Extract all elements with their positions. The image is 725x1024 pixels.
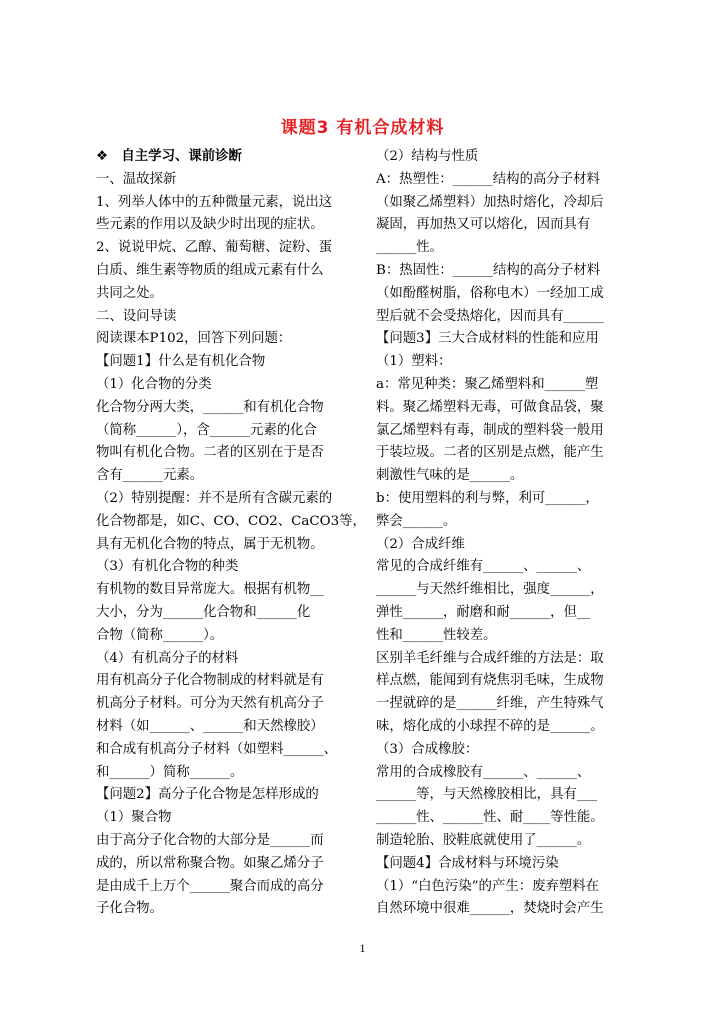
text-line: （3）有机化合物的种类 <box>96 559 239 575</box>
text-line: 味，熔化成的小球捏不碎的是______。 <box>376 718 604 734</box>
text-line: b：使用塑料的利与弊，利可______， <box>376 490 599 506</box>
text-line: （4）有机高分子的材料 <box>96 650 239 666</box>
text-line: 合物（简称______）。 <box>96 627 224 643</box>
text-line: 弹性______，耐磨和耐______，但__ <box>376 604 591 620</box>
text-line: 【问题3】三大合成材料的性能和应用 <box>376 331 599 347</box>
text-line: a：常见种类：聚乙烯塑料和______塑 <box>376 376 599 392</box>
text-line: 一捏就碎的是______纤维，产生特殊气 <box>376 696 604 712</box>
text-line: 常见的合成纤维有______、______、 <box>376 559 591 575</box>
text-line: ______性、______性、耐____等性能。 <box>376 810 604 826</box>
text-line: 有机物的数目异常庞大。根据有机物__ <box>96 582 324 598</box>
text-line: 机高分子材料。可分为天然有机高分子 <box>96 696 324 712</box>
text-line: 是由成千上万个______聚合而成的高分 <box>96 878 324 894</box>
text-line: 1、列举人体中的五种微量元素，说出这 <box>96 194 333 210</box>
text-line: 区别羊毛纤维与合成纤维的方法是：取 <box>376 650 604 666</box>
text-line: ❖ 自主学习、课前诊断 <box>96 149 242 164</box>
text-line: （1）化合物的分类 <box>96 376 212 392</box>
text-line: （2）合成纤维 <box>376 536 465 552</box>
text-line: 刺激性气味的是______。 <box>376 468 524 484</box>
text-line: 化合物分两大类，______和有机化合物 <box>96 399 324 415</box>
text-line: （2）结构与性质 <box>376 149 479 164</box>
text-line: 自然环境中很难______，焚烧时会产生 <box>376 901 604 917</box>
text-line: 凝固，再加热又可以熔化，因而具有 <box>376 217 591 233</box>
text-line: 样点燃，能闻到有烧焦羽毛味，生成物 <box>376 673 604 689</box>
text-line: 成的，所以常称聚合物。如聚乙烯分子 <box>96 855 324 871</box>
text-line: 【问题2】高分子化合物是怎样形成的 <box>96 787 319 803</box>
text-line: （简称______），含______元素的化合 <box>96 422 317 438</box>
text-line: 用有机高分子化合物制成的材料就是有 <box>96 673 324 689</box>
text-line: 制造轮胎、胶鞋底就使用了______。 <box>376 832 591 848</box>
page-number: 1 <box>359 941 366 955</box>
text-line: 一、温故探新 <box>96 171 177 187</box>
text-line: 子化合物。 <box>96 901 163 917</box>
text-line: 材料（如______、______和天然橡胶） <box>96 718 324 734</box>
text-line: （1）“白色污染”的产生：废弃塑料在 <box>376 878 600 894</box>
text-line: 【问题4】合成材料与环境污染 <box>376 855 559 871</box>
text-line: 料。聚乙烯塑料无毒，可做食品袋，聚 <box>376 399 604 415</box>
text-line: （如聚乙烯塑料）加热时熔化，冷却后 <box>376 194 604 210</box>
text-line: （1）塑料： <box>376 354 452 370</box>
text-line: （1）聚合物 <box>96 810 172 826</box>
text-line: 物叫有机化合物。二者的区别在于是否 <box>96 445 324 461</box>
text-line: 些元素的作用以及缺少时出现的症状。 <box>96 217 324 233</box>
text-line: （3）合成橡胶： <box>376 741 479 757</box>
text-line: ______与天然纤维相比，强度______， <box>376 582 604 598</box>
text-line: 阅读课本P102，回答下列问题： <box>96 331 292 347</box>
text-line: 2、说说甲烷、乙醇、葡萄糖、淀粉、蛋 <box>96 240 333 256</box>
text-line: 氯乙烯塑料有毒，制成的塑料袋一般用 <box>376 422 604 438</box>
text-line: 共同之处。 <box>96 285 163 301</box>
text-line: 含有______元素。 <box>96 468 204 484</box>
text-line: 由于高分子化合物的大部分是______而 <box>96 832 324 848</box>
text-line: 具有无机化合物的特点，属于无机物。 <box>96 536 324 552</box>
text-line: 性和______性较差。 <box>376 627 497 643</box>
text-line: 【问题1】什么是有机化合物 <box>96 354 266 370</box>
text-line: （如酚醛树脂，俗称电木）一经加工成 <box>376 285 604 301</box>
right-column <box>376 146 630 921</box>
text-line: ______性。 <box>376 240 443 256</box>
text-line: A：热塑性：______结构的高分子材料 <box>376 171 600 187</box>
text-line: （2）特别提醒：并不是所有含碳元素的 <box>96 490 333 506</box>
text-line: 于装垃圾。二者的区别是点燃，能产生 <box>376 445 604 461</box>
left-column <box>96 146 364 921</box>
text-line: ______等，与天然橡胶相比，具有___ <box>376 787 597 803</box>
text-line: 弊会______。 <box>376 513 457 529</box>
text-line: 化合物都是，如C、CO、CO2、CaCO3等， <box>96 513 366 529</box>
text-line: 和______）简称______。 <box>96 764 244 780</box>
text-line: B：热固性：______结构的高分子材料 <box>376 262 601 278</box>
text-line: 白质、维生素等物质的组成元素有什么 <box>96 262 324 278</box>
text-line: 常用的合成橡胶有______、______、 <box>376 764 591 780</box>
text-line: 二、设问导读 <box>96 308 177 324</box>
text-line: 和合成有机高分子材料（如塑料______、 <box>96 741 338 757</box>
text-line: 大小，分为______化合物和______化 <box>96 604 311 620</box>
page-title: 课题3 有机合成材料 <box>280 118 445 138</box>
text-line: 型后就不会受热熔化，因而具有______ <box>376 308 604 324</box>
